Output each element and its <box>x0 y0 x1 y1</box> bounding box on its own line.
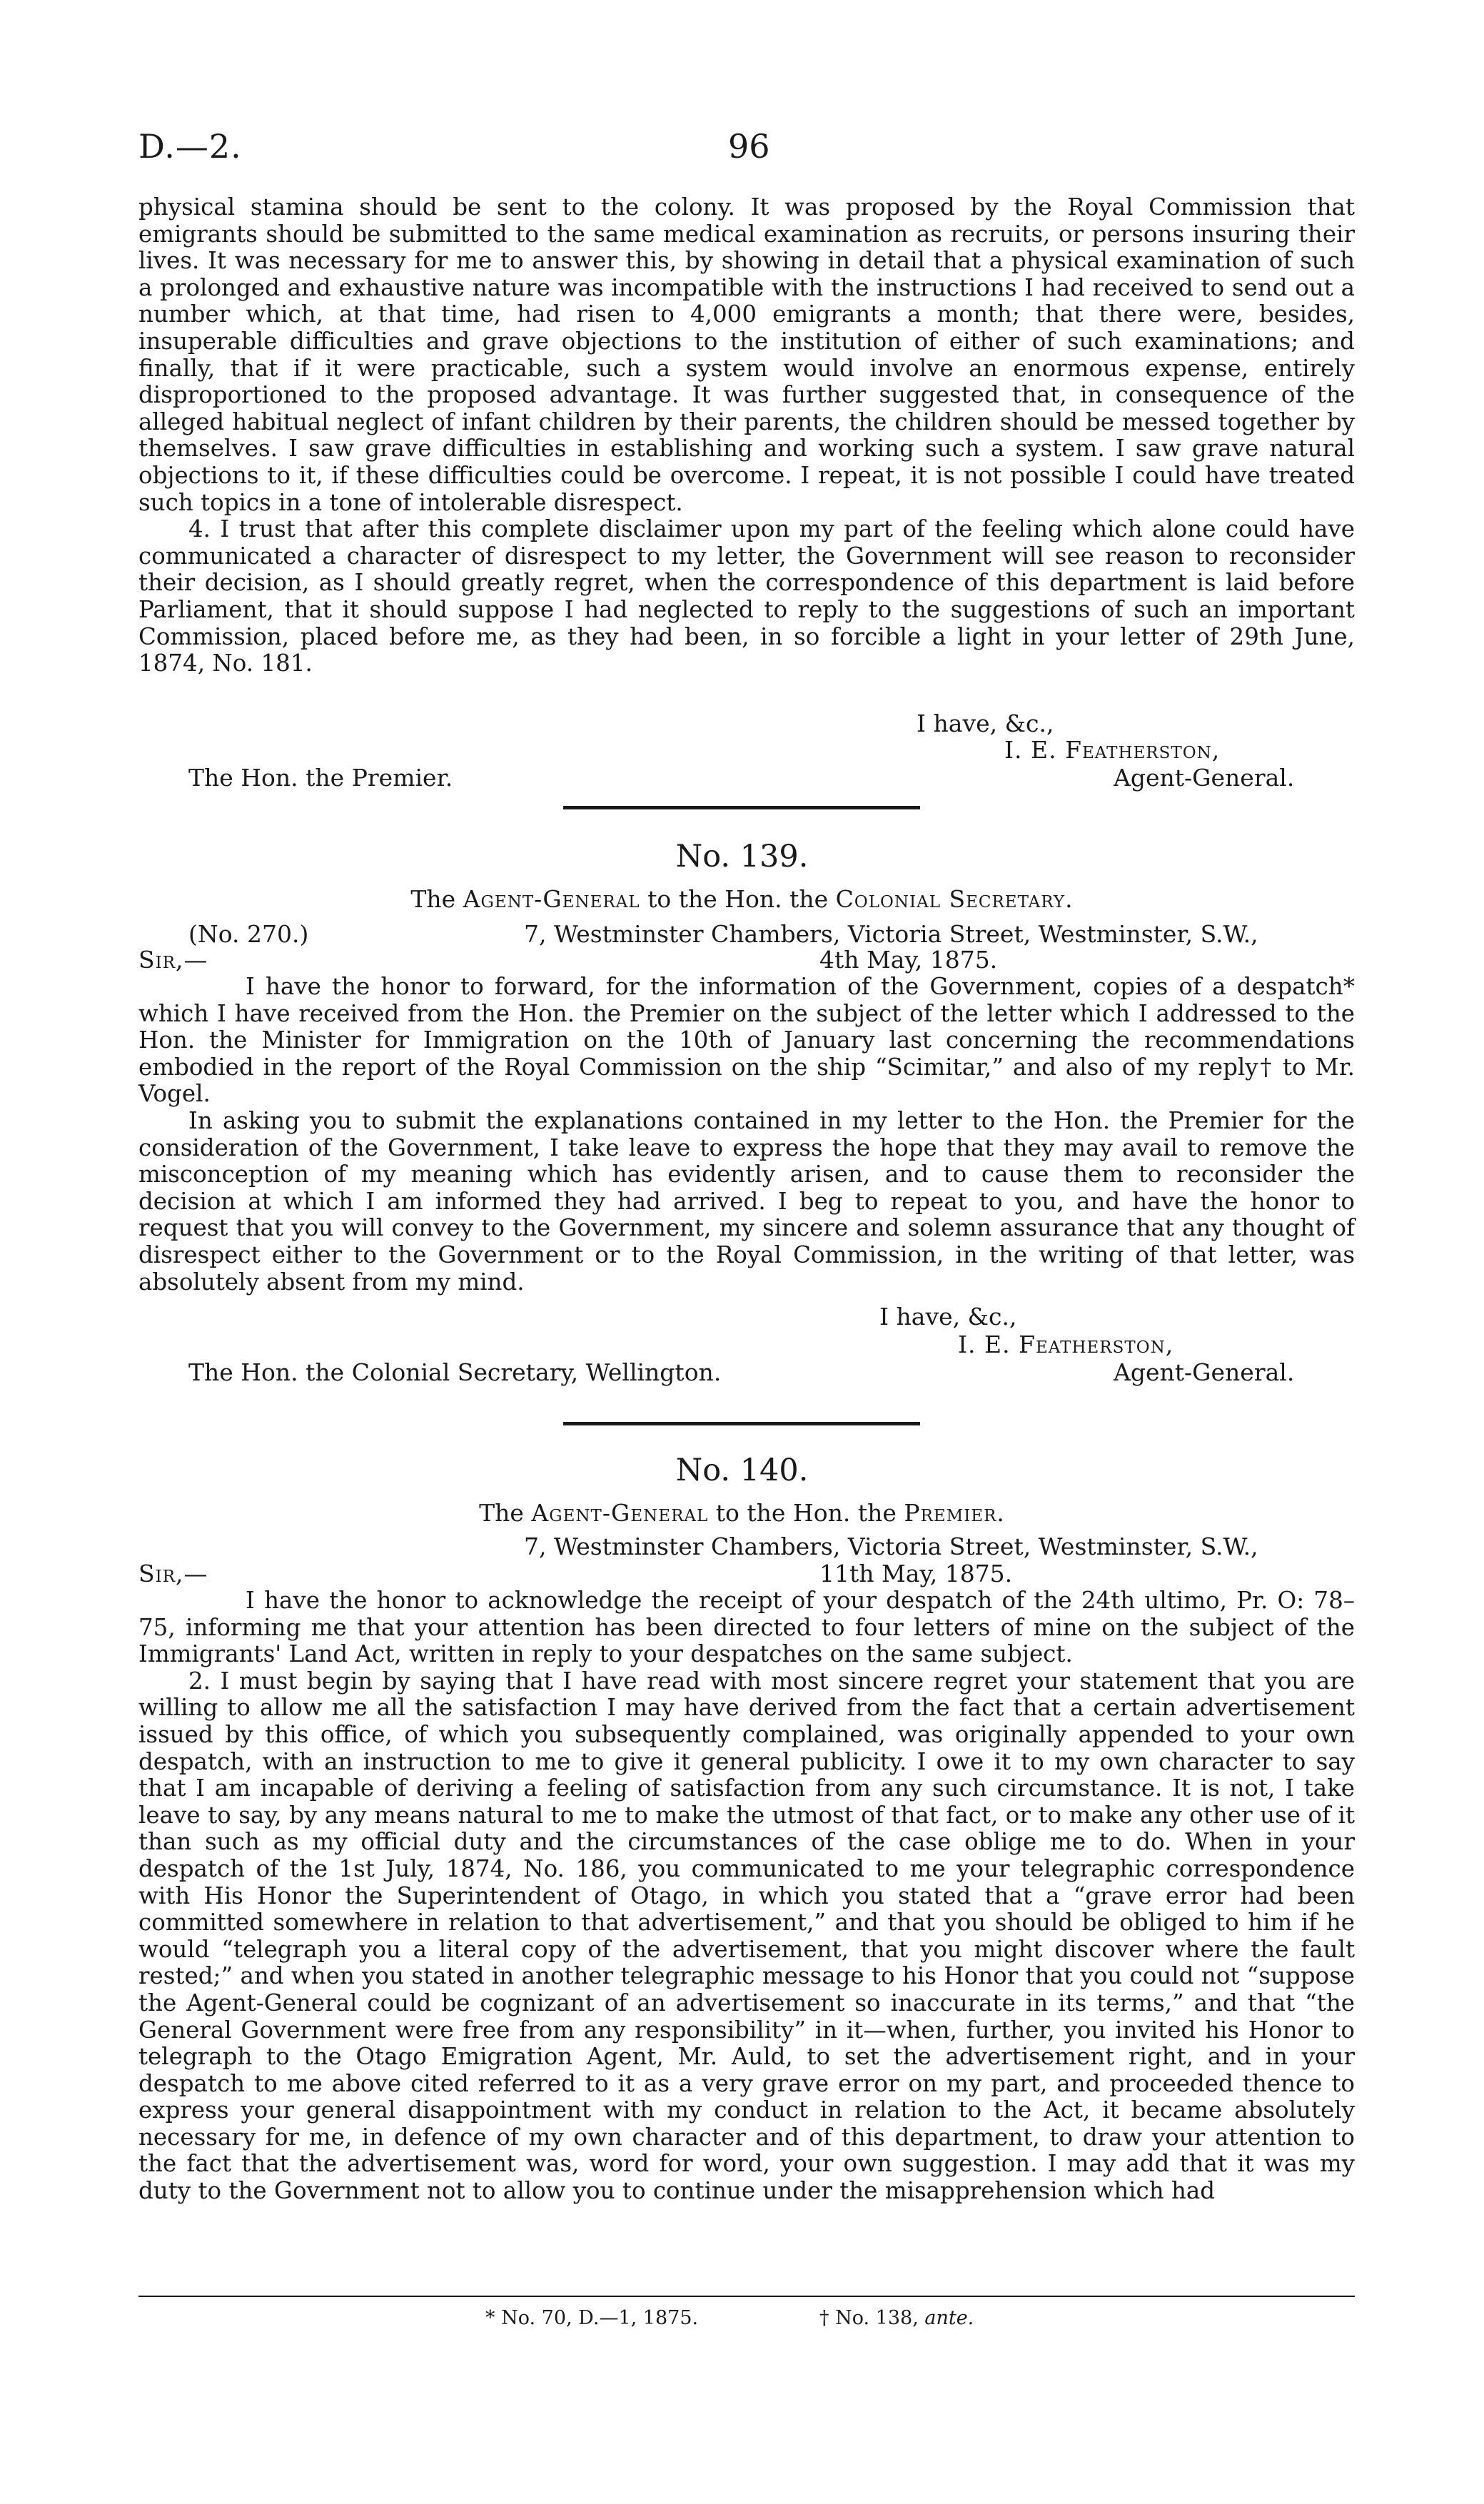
section-divider <box>563 1422 920 1425</box>
title-prefix: The <box>479 1499 524 1527</box>
addressee: The Hon. the Premier. <box>188 764 453 792</box>
document-id: D.—2. <box>138 127 242 166</box>
title-from: Agent-General <box>531 1499 709 1527</box>
signatory-title: Agent-General. <box>1114 764 1295 792</box>
signatory: I. E. Featherston, <box>1004 736 1221 764</box>
letter-title <box>0 1499 1484 1527</box>
title-to: Colonial Secretary. <box>835 885 1074 913</box>
letter-number: No. 139. <box>675 839 809 874</box>
title-prefix: The <box>410 885 456 913</box>
paragraph: In asking you to submit the explanations contained in my letter to the Hon. the Premier for the consideration of the Government, I take leave to express the hope that they may avail to remove the misconception of my meaning which has evidently arisen, and to cause them to reconsider the decision at which I am informed they had arrived. I beg to repeat to you, and have the honor to request that you will convey to the Government, my sincere and solemn assurance that any thought of disrespect either to the Government or to the Royal Commission, in the writing of that letter, was absolutely absent from my mind. <box>138 1106 1355 1296</box>
footnote: * No. 70, D.—1, 1875. <box>485 2307 699 2329</box>
title-mid: to the Hon. the <box>647 885 829 913</box>
salutation: Sir,— <box>138 946 208 974</box>
footnote-text: † No. 138, <box>819 2307 925 2329</box>
paragraph: I have the honor to forward, for the information of the Government, copies of a despatch* which I have received from the Hon. the Premier on the subject of the letter which I addressed to the Hon. the Minister for Immigration on the 10th of January last concerning the recommendations embodied in the report of the Royal Commission on the ship “Scimitar,” and also of my reply† to Mr. Vogel. <box>138 973 1355 1108</box>
salutation: Sir,— <box>138 1560 208 1587</box>
title-mid: to the Hon. the <box>715 1499 897 1527</box>
title-from: Agent-General <box>463 885 640 913</box>
letter-ref: (No. 270.) <box>188 920 309 948</box>
letter-number: No. 140. <box>675 1453 809 1488</box>
closing: I have, &c., <box>879 1303 1017 1331</box>
title-to: Premier. <box>904 1499 1005 1527</box>
letter-date: 11th May, 1875. <box>819 1560 1013 1587</box>
footnote <box>819 2307 974 2329</box>
paragraph: physical stamina should be sent to the colony. It was proposed by the Royal Commission that emigrants should be submitted to the same medical examination as recruits, or persons insuring their lives. It was necessary for me to answer this, by showing in detail that a physical examination of such a prolonged and exhaustive nature was incompatible with the instructions I had received to send out a number which, at that time, had risen to 4,000 emigrants a month; that there were, besides, insuperable difficulties and grave objections to the institution of either of such examinations; and finally, that if it were practicable, such a system would involve an enormous expense, entirely disproportioned to the proposed advantage. It was further suggested that, in consequence of the alleged habitual neglect of infant children by their parents, the children should be messed together by themselves. I saw grave difficulties in establishing and working such a system. I saw grave natural objections to it, if these difficulties could be overcome. I repeat, it is not possible I could have treated such topics in a tone of intolerable disrespect. <box>138 193 1355 516</box>
paragraph: 4. I trust that after this complete disclaimer upon my part of the feeling which alone could have communicated a character of disrespect to my letter, the Government will see reason to reconsider their decision, as I should greatly regret, when the correspondence of this department is laid before Parliament, that it should suppose I had neglected to reply to the suggestions of such an important Commission, placed before me, as they had been, in so forcible a light in your letter of 29th June, 1874, No. 181. <box>138 515 1355 677</box>
paragraph: I have the honor to acknowledge the receipt of your despatch of the 24th ultimo, Pr. O: 78–75, informing me that your attention has been directed to four letters of mine on the subject of the Immigrants' Land Act, written in reply to your despatches on the same subject. <box>138 1587 1355 1668</box>
letter-body <box>138 974 1355 1296</box>
addressee: The Hon. the Colonial Secretary, Wellington. <box>188 1358 722 1386</box>
letter-title <box>0 885 1484 913</box>
letter-address: 7, Westminster Chambers, Victoria Street, Westminster, S.W., <box>524 1533 1258 1560</box>
letter-body <box>138 1587 1355 2205</box>
signatory: I. E. Featherston, <box>958 1331 1174 1358</box>
footnote-italic: ante. <box>924 2307 974 2329</box>
page-number: 96 <box>728 127 770 166</box>
footnote-rule <box>138 2296 1355 2297</box>
letter-date: 4th May, 1875. <box>819 946 998 974</box>
signatory-title: Agent-General. <box>1114 1358 1295 1386</box>
section-divider <box>563 806 920 809</box>
closing: I have, &c., <box>917 710 1054 737</box>
continuation-body <box>138 194 1355 677</box>
paragraph: 2. I must begin by saying that I have read with most sincere regret your statement that you are willing to allow me all the satisfaction I may have derived from the fact that a certain advertisement issued by this office, of which you subsequently complained, was originally appended to your own despatch, with an instruction to me to give it general publicity. I owe it to my own character to say that I am incapable of deriving a feeling of satisfaction from any such circumstance. It is not, I take leave to say, by any means natural to me to make the utmost of that fact, or to make any other use of it than such as my official duty and the circumstances of the case oblige me to do. When in your despatch of the 1st July, 1874, No. 186, you communicated to me your telegraphic correspondence with His Honor the Superintendent of Otago, in which you stated that a “grave error had been committed somewhere in relation to that advertisement,” and that you should be obliged to him if he would “telegraph you a literal copy of the advertisement, that you might discover where the fault rested;” and when you stated in another telegraphic message to his Honor that you could not “suppose the Agent-General could be cognizant of an advertisement so inaccurate in its terms,” and that “the General Government were free from any responsibility” in it—when, further, you invited his Honor to telegraph to the Otago Emigration Agent, Mr. Auld, to set the advertisement right, and in your despatch to me above cited referred to it as a very grave error on my part, and proceeded thence to express your general disappointment with my conduct in relation to the Act, it became absolutely necessary for me, in defence of my own character and of this department, to draw your attention to the fact that the advertisement was, word for word, your own suggestion. I may add that it was my duty to the Government not to allow you to continue under the misapprehension which had <box>138 1667 1355 2205</box>
letter-address: 7, Westminster Chambers, Victoria Street, Westminster, S.W., <box>524 920 1258 948</box>
